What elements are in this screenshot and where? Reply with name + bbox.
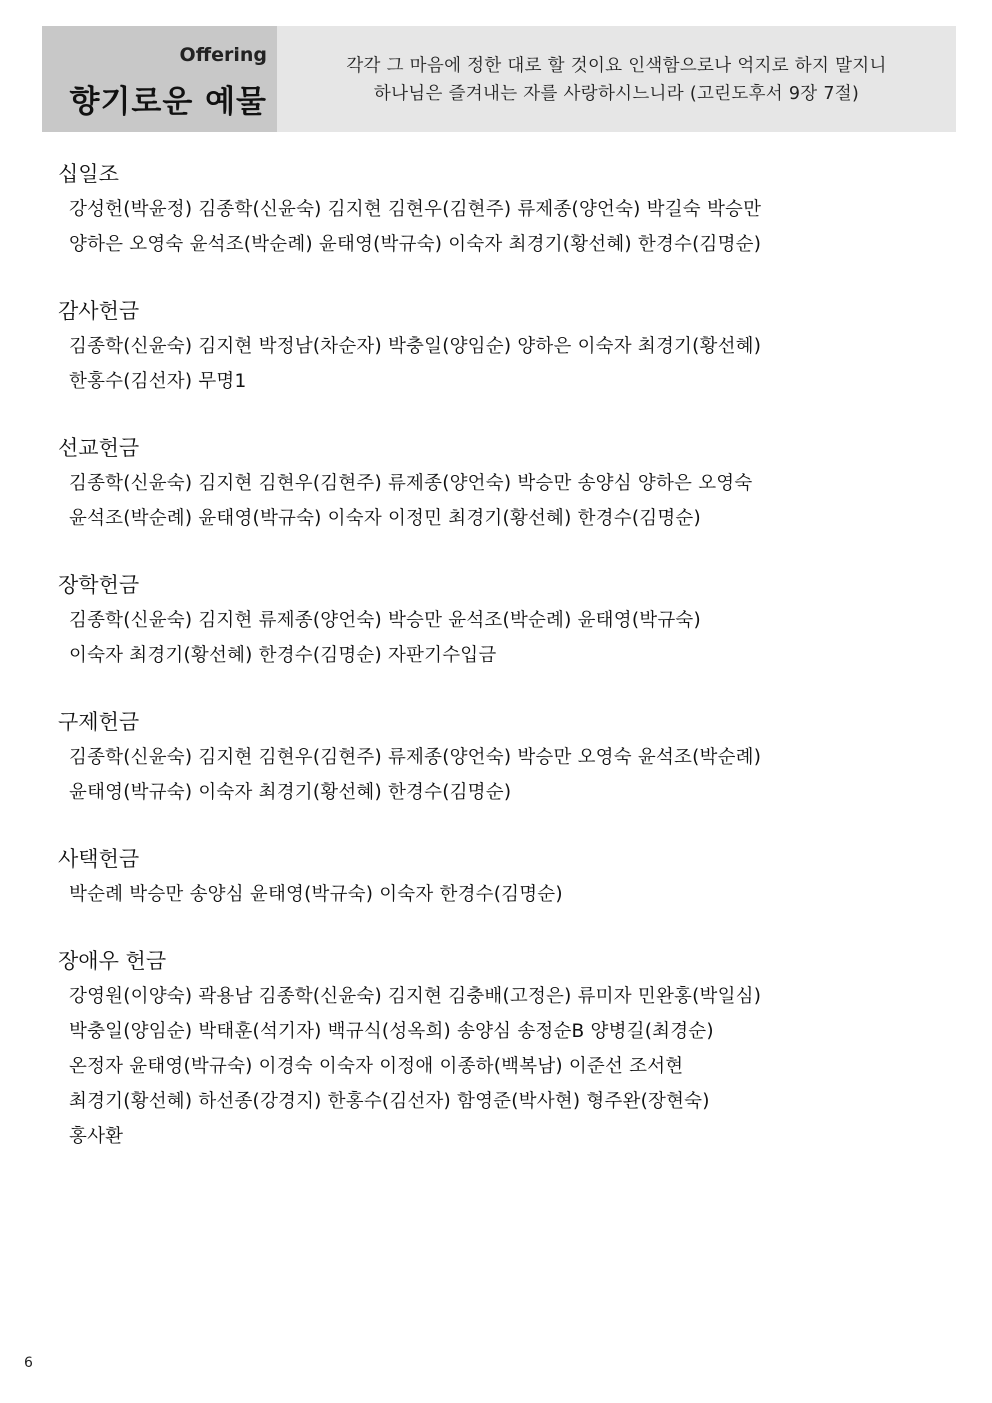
- donor-names-line: 박순례 박승만 송양심 윤태영(박규숙) 이숙자 한경수(김명순): [69, 884, 563, 905]
- section-title: 구제헌금: [58, 710, 140, 734]
- offering-sections: [58, 157, 938, 1186]
- offering-section: [58, 705, 938, 810]
- section-title: 장학헌금: [58, 573, 140, 597]
- donor-names-line: 김종학(신윤숙) 김지현 박정남(차순자) 박충일(양임순) 양하은 이숙자 최경기(황선혜): [69, 336, 762, 357]
- donor-names-line: 윤석조(박순례) 윤태영(박규숙) 이숙자 이정민 최경기(황선혜) 한경수(김명순): [69, 508, 701, 529]
- offering-section: [58, 157, 938, 262]
- donor-names-line: 강성헌(박윤정) 김종학(신윤숙) 김지현 김현우(김현주) 류제종(양언숙) 박길숙 박승만: [69, 199, 762, 220]
- offering-section: [58, 944, 938, 1154]
- page-number: 6: [24, 1355, 33, 1371]
- header-banner: [42, 26, 956, 132]
- donor-names-line: 한홍수(김선자) 무명1: [69, 371, 247, 392]
- donor-names-line: 최경기(황선혜) 하선종(강경지) 한홍수(김선자) 함영준(박사현) 형주완(장현숙): [69, 1091, 710, 1112]
- donor-names-line: 김종학(신윤숙) 김지현 김현우(김현주) 류제종(양언숙) 박승만 오영숙 윤석조(박순례): [69, 747, 762, 768]
- section-title: 사택헌금: [58, 847, 140, 871]
- offering-section: [58, 842, 938, 912]
- title-box: [42, 26, 277, 132]
- donor-names-line: 온정자 윤태영(박규숙) 이경숙 이숙자 이정애 이종하(백복남) 이준선 조서현: [69, 1056, 684, 1077]
- section-title: 선교헌금: [58, 436, 140, 460]
- verse-line-1: 각각 그 마음에 정한 대로 할 것이요 인색함으로나 억지로 하지 말지니: [346, 56, 887, 76]
- offering-section: [58, 431, 938, 536]
- offering-section: [58, 294, 938, 399]
- donor-names-line: 박충일(양임순) 박태훈(석기자) 백규식(성옥희) 송양심 송정순B 양병길(최경순): [69, 1021, 714, 1042]
- offering-section: [58, 568, 938, 673]
- verse-line-2: 하나님은 즐겨내는 자를 사랑하시느니라 (고린도후서 9장 7절): [373, 84, 860, 104]
- donor-names-line: 김종학(신윤숙) 김지현 김현우(김현주) 류제종(양언숙) 박승만 송양심 양하은 오영숙: [69, 473, 753, 494]
- section-title: 십일조: [58, 162, 119, 186]
- donor-names-line: 홍사환: [69, 1126, 124, 1147]
- title-korean: 향기로운 예물: [69, 84, 267, 120]
- section-title: 장애우 헌금: [58, 949, 167, 973]
- title-english: Offering: [179, 44, 267, 66]
- donor-names-line: 윤태영(박규숙) 이숙자 최경기(황선혜) 한경수(김명순): [69, 782, 512, 803]
- donor-names-line: 김종학(신윤숙) 김지현 류제종(양언숙) 박승만 윤석조(박순례) 윤태영(박규숙): [69, 610, 701, 631]
- donor-names-line: 양하은 오영숙 윤석조(박순례) 윤태영(박규숙) 이숙자 최경기(황선혜) 한경수(김명순): [69, 234, 762, 255]
- section-title: 감사헌금: [58, 299, 140, 323]
- donor-names-line: 이숙자 최경기(황선혜) 한경수(김명순) 자판기수입금: [69, 645, 497, 666]
- donor-names-line: 강영원(이양숙) 곽용남 김종학(신윤숙) 김지현 김충배(고정은) 류미자 민완홍(박일심): [69, 986, 762, 1007]
- scripture-verse: [277, 26, 956, 132]
